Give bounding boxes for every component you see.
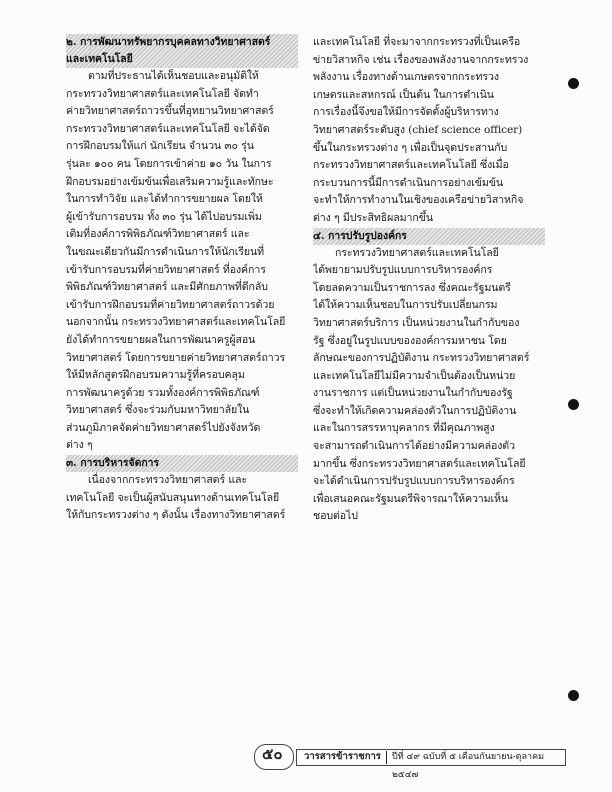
text-line: วิทยาศาสตร์ระดับสูง (chief science officer)	[313, 123, 523, 136]
paragraph-continued	[313, 34, 551, 228]
paragraph-human-resource	[66, 68, 304, 455]
text-line: ในขณะเดียวกันมีการดำเนินการให้นักเรียนที่	[66, 245, 264, 258]
text-line: และเทคโนโลยีไม่มีความจำเป็นต้องเป็นหน่วย	[313, 369, 516, 382]
text-line: ข่ายวิสาหกิจ เช่น เรื่องของพลังงานจากกระทรวง	[313, 53, 529, 66]
text-line: ค่ายวิทยาศาสตร์ถาวรขึ้นที่อุทยานวิทยาศาสตร์	[66, 105, 274, 118]
page-number: ๕๐	[262, 745, 283, 763]
text-line: ลักษณะของการปฏิบัติงาน กระทรวงวิทยาศาสตร์	[313, 352, 530, 365]
text-line: พลังงาน เรื่องทางด้านเกษตรจากกระทรวง	[313, 71, 499, 84]
section-heading-management	[66, 455, 298, 472]
text-line: เข้ารับการฝึกอบรมที่ค่ายวิทยาศาสตร์ถาวรด้วย	[66, 298, 275, 311]
paragraph-restructuring	[313, 245, 551, 527]
text-line: ซึ่งจะทำให้เกิดความคล่องตัวในการปฏิบัติงาน	[313, 404, 517, 417]
text-line: เข้ารับการอบรมที่ค่ายวิทยาศาสตร์ ที่องค์การ	[66, 263, 266, 276]
heading-line: ๓. การบริหารจัดการ	[66, 457, 160, 470]
text-line: นอกจากนั้น กระทรวงวิทยาศาสตร์และเทคโนโลยี	[66, 316, 286, 329]
hole-punch-icon	[568, 78, 579, 89]
text-line: ขึ้นในกระทรวงต่าง ๆ เพื่อเป็นจุดประสานกับ	[313, 141, 508, 154]
text-line: ในการทำวิจัย และได้ทำการขยายผล โดยให้	[66, 193, 263, 206]
left-column	[66, 34, 304, 525]
text-line: รุ่นละ ๑๐๐ คน โดยการเข้าค่าย ๑๐ วัน ในการ	[66, 157, 272, 170]
text-line: กระทรวงวิทยาศาสตร์และเทคโนโลยี	[335, 246, 499, 259]
text-line: ให้กับกระทรวงต่าง ๆ ดังนั้น เรื่องทางวิทยาศาสตร์	[66, 509, 286, 522]
text-line: ต่าง ๆ มีประสิทธิผลมากขึ้น	[313, 211, 433, 224]
text-line: จะได้ดำเนินการปรับรูปแบบการบริหารองค์กร	[313, 475, 515, 488]
text-line: ยังได้ทำการขยายผลในการพัฒนาครูผู้สอน	[66, 333, 256, 346]
journal-title: วารสารข้าราชการ	[304, 751, 381, 762]
text-line: ต่าง ๆ	[66, 439, 93, 452]
text-line: กระบวนการนี้มีการดำเนินการอย่างเข้มข้น	[313, 176, 504, 189]
heading-line: และเทคโนโลยี	[66, 53, 133, 65]
section-heading-restructuring	[313, 228, 545, 245]
text-line: ส่วนภูมิภาคจัดค่ายวิทยาศาสตร์ไปยังจังหวัด	[66, 421, 261, 434]
text-line: ผู้เข้ารับการอบรม ทั้ง ๓๐ รุ่น ได้ไปอบรมเพิ่ม	[66, 210, 262, 223]
text-line: เพื่อเสนอคณะรัฐมนตรีพิจารณาให้ความเห็น	[313, 492, 509, 505]
hole-punch-icon	[568, 399, 579, 410]
text-line: เติมที่องค์การพิพิธภัณฑ์วิทยาศาสตร์ และ	[66, 228, 250, 241]
text-line: เทคโนโลยี จะเป็นผู้สนับสนุนทางด้านเทคโนโลยี	[66, 491, 280, 504]
section-heading-human-resource	[66, 34, 298, 68]
text-line: จะทำให้การทำงานในเชิงของเครือข่ายวิสาหกิจ	[313, 194, 524, 207]
text-line: เกษตรและสหกรณ์ เป็นต้น ในการดำเนิน	[313, 88, 494, 101]
text-line: และในการสรรหาบุคลากร ที่มีคุณภาพสูง	[313, 422, 495, 435]
text-line: การเรื่องนี้จึงขอให้มีการจัดตั้งผู้บริหารทาง	[313, 106, 499, 119]
page-footer	[236, 745, 566, 780]
text-line: ฝึกอบรมอย่างเข้มข้นเพื่อเสริมความรู้และทักษะ	[66, 175, 274, 188]
text-line: การพัฒนาครูด้วย รวมทั้งองค์การพิพิธภัณฑ์	[66, 386, 260, 399]
text-line: มากขึ้น ซึ่งกระทรวงวิทยาศาสตร์และเทคโนโลยี	[313, 457, 526, 470]
text-line: เนื่องจากกระทรวงวิทยาศาสตร์ และ	[88, 474, 248, 487]
text-line: การฝึกอบรมให้แก่ นักเรียน จำนวน ๓๐ รุ่น	[66, 140, 254, 153]
right-column	[313, 34, 551, 526]
text-line: จะสามารถดำเนินการได้อย่างมีความคล่องตัว	[313, 440, 515, 453]
text-line: ได้พยายามปรับรูปแบบการบริหารองค์กร	[313, 264, 493, 277]
text-line: ได้ให้ความเห็นชอบในการปรับเปลี่ยนกรม	[313, 299, 498, 312]
text-line: ให้มีหลักสูตรฝึกอบรมความรู้ที่ครอบคลุม	[66, 369, 245, 382]
issue-info: ปีที่ ๔๙ ฉบับที่ ๕ เดือนกันยายน-ตุลาคม ๒๕๔๗	[392, 752, 545, 780]
text-line: ชอบต่อไป	[313, 510, 358, 523]
text-line: วิทยาศาสตร์ ซึ่งจะร่วมกับมหาวิทยาลัยใน	[66, 404, 250, 417]
heading-line: ๔. การปรับรูปองค์กร	[313, 229, 407, 242]
text-line: โดยลดความเป็นราชการลง ซึ่งคณะรัฐมนตรี	[313, 281, 511, 294]
hole-punch-icon	[568, 690, 579, 701]
text-line: กระทรวงวิทยาศาสตร์และเทคโนโลยี ซึ่งเมื่อ	[313, 159, 509, 172]
text-line: วิทยาศาสตร์ โดยการขยายค่ายวิทยาศาสตร์ถาวร	[66, 351, 286, 364]
text-line: กระทรวงวิทยาศาสตร์และเทคโนโลยี จะได้จัด	[66, 122, 270, 135]
heading-line: ๒. การพัฒนาทรัพยากรบุคคลทางวิทยาศาสตร์	[66, 36, 271, 48]
footer-divider	[386, 751, 387, 764]
text-line: วิทยาศาสตร์บริการ เป็นหน่วยงานในกำกับของ	[313, 316, 520, 329]
paragraph-management	[66, 472, 304, 525]
text-line: รัฐ ซึ่งอยู่ในรูปแบบขององค์การมหาชน โดย	[313, 334, 507, 347]
text-line: ตามที่ประธานได้เห็นชอบและอนุมัติให้	[88, 70, 259, 82]
text-line: กระทรวงวิทยาศาสตร์และเทคโนโลยี จัดทำ	[66, 87, 259, 100]
text-line: และเทคโนโลยี ที่จะมาจากกระทรวงที่เป็นเครือ	[313, 36, 521, 48]
text-line: งานราชการ แต่เป็นหน่วยงานในกำกับของรัฐ	[313, 387, 513, 400]
text-line: พิพิธภัณฑ์วิทยาศาสตร์ และมีศักยภาพที่ดีกลับ	[66, 281, 268, 294]
